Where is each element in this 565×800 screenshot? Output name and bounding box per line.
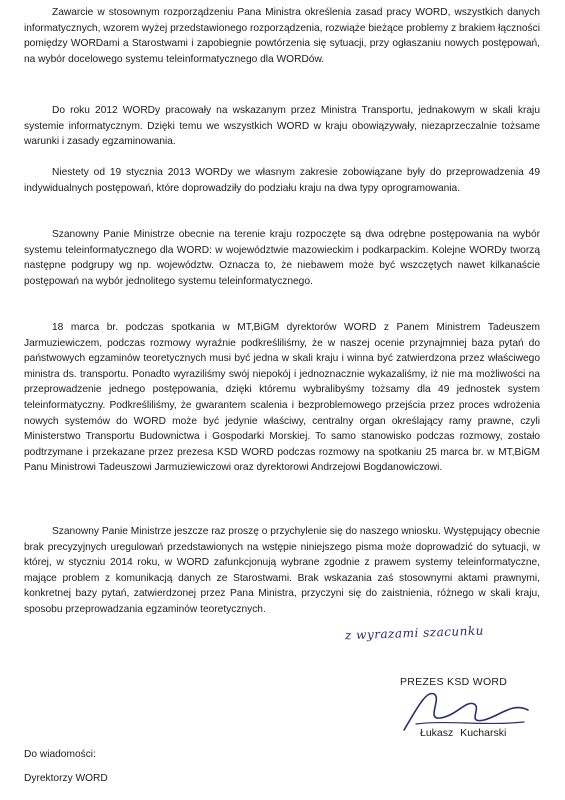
handwritten-regards: z wyrazami szacunku	[344, 623, 485, 643]
paragraph-3	[24, 165, 540, 196]
paragraph-1	[24, 5, 540, 67]
cc-label: Do wiadomości:	[24, 749, 96, 760]
paragraph-4	[24, 227, 540, 289]
signature-title: PREZES KSD WORD	[400, 676, 508, 688]
paragraph-4-text: Szanowny Panie Ministrze obecnie na terenie kraju rozpoczęte są dwa odrębne postępowania na wybór systemu teleinformatycznego dla WORD: w województwie mazowieckim i podkarpackim. Kolejne WORDy tworzą następne podgrupy wg np. województw. Oznacza to, że niebawem może być wszczętych nawet kilkanaście postępowań na wybór jednolitego systemu teleinformatycznego.	[24, 229, 540, 287]
paragraph-1-text: Zawarcie w stosownym rozporządzeniu Pana Ministra określenia zasad pracy WORD, wszystkich danych informatycznych, wzorem wyżej przedstawionego rozporządzenia, rozwiąże bieżące problemy z brakiem łączności pomiędzy WORDami a Starostwami i zapobiegnie powtórzenia się sytuacji, przy ogłaszaniu nowych postępowań, na wybór docelowego systemu teleinformatycznego dla WORDów.	[24, 7, 540, 65]
paragraph-6-text: Szanowny Panie Ministrze jeszcze raz proszę o przychylenie się do naszego wniosku. Występujący obecnie brak precyzyjnych uregulowań przedstawionych na wstępie niniejszego pisma może doprowadzić do sytuacji, w której, w styczniu 2014 roku, w WORD zafunkcjonują wybrane zgodnie z prawem systemy teleinformatyczne, mające problem z komunikacją danych ze Starostwami. Brak wskazania zaś stosownymi aktami prawnymi, konkretnej bazy pytań, zatwierdzonej przez Pana Ministra, przyczyni się do zaistnienia, różnego w skali kraju, sposobu przeprowadzania egzaminów teoretycznych.	[24, 526, 540, 615]
paragraph-5-text: 18 marca br. podczas spotkania w MT,BiGM dyrektorów WORD z Panem Ministrem Tadeuszem Jarmuziewiczem, podczas rozmowy wyraźnie podkreśliliśmy, że w naszej ocenie przynajmniej baza pytań do państwowych egzaminów teoretycznych musi być jedna w skali kraju i winna być zatwierdzona przez właściwego ministra ds. transportu. Ponadto wyraziliśmy swój niepokój i jednoznacznie wykazaliśmy, iż nie ma możliwości na przeprowadzenie jednego postępowania, dzięki któremu wybralibyśmy tożsamy dla 49 jednostek system teleinformatyczny. Podkreśliliśmy, że gwarantem scalenia i bezproblemowego przejścia przez proces wdrożenia nowych systemów do WORD może być jedynie właściwy, centralny organ określający ramy prawne, czyli Ministerstwo Transportu Budownictwa i Gospodarki Morskiej. To samo stanowisko podczas rozmowy, zostało podtrzymane i przekazane przez prezesa KSD WORD podczas rozmowy na spotkaniu 25 marca br. w MT,BiGM Panu Ministrowi Tadeuszowi Jarmuziewiczowi oraz dyrektorowi Andrzejowi Bogdanowiczowi.	[24, 322, 540, 474]
paragraph-6	[24, 524, 540, 618]
signature-name: Łukasz Kucharski	[420, 727, 507, 739]
cc-recipients: Dyrektorzy WORD	[24, 773, 108, 784]
paragraph-3-text: Niestety od 19 stycznia 2013 WORDy we własnym zakresie zobowiązane były do przeprowadzenia 49 indywidualnych postępowań, które doprowadziły do podziału kraju na dwa typy oprogramowania.	[24, 167, 540, 194]
paragraph-2	[24, 103, 540, 150]
paragraph-5	[24, 320, 540, 476]
paragraph-2-text: Do roku 2012 WORDy pracowały na wskazanym przez Ministra Transportu, jednakowym w skali kraju systemie informatycznym. Dzięki temu we wszystkich WORD w kraju obowiązywały, niezaprzeczalnie tożsame warunki i zasady egzaminowania.	[24, 105, 540, 148]
